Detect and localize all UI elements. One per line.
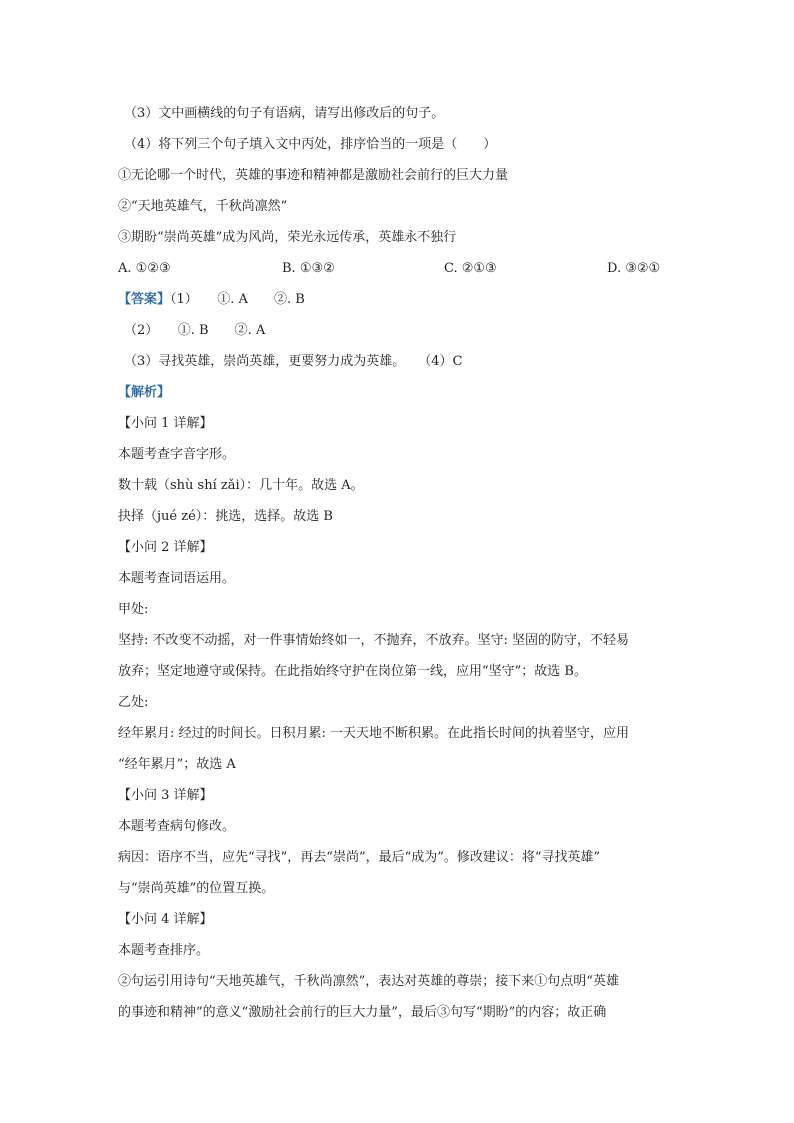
sentence-3: ③期盼“崇尚英雄”成为风尚，荣光永远传承，英雄永不独行 bbox=[118, 230, 457, 245]
section-4-intro: 本题考查排序。 bbox=[118, 943, 210, 958]
answer-3: （3）寻找英雄，崇尚英雄，更要努力成为英雄。 （4）C bbox=[124, 354, 463, 369]
section-1-line-1: 数十载（shù shí zǎi）：几十年。故选 A。 bbox=[118, 478, 364, 493]
question-3: （3）文中画横线的句子有语病，请写出修改后的句子。 bbox=[124, 106, 445, 121]
answer-1: （1） ①. A ②. B bbox=[170, 292, 305, 307]
section-3-line-1: 病因：语序不当，应先“寻找”，再去“崇尚”，最后“成为”。修改建议：将“寻找英雄” bbox=[118, 850, 601, 865]
section-2-heading: 【小问 2 详解】 bbox=[118, 540, 213, 555]
analysis-label: 【解析】 bbox=[118, 385, 171, 400]
section-2-intro: 本题考查词语运用。 bbox=[118, 571, 236, 586]
answer-label: 【答案】 bbox=[118, 292, 171, 307]
section-1-line-2: 抉择（jué zé）：挑选，选择。故选 B bbox=[118, 509, 333, 524]
section-4-line-2: 的事迹和精神”的意义“激励社会前行的巨大力量”，最后③句写“期盼”的内容；故正确 bbox=[118, 1005, 607, 1020]
section-2-line-4: “经年累月”；故选 A bbox=[118, 757, 236, 772]
section-2-line-3: 经年累月: 经过的时间长。日积月累: 一天天地不断积累。在此指长时间的执着坚守，应用 bbox=[118, 726, 630, 741]
section-3-intro: 本题考查病句修改。 bbox=[118, 819, 236, 834]
option-b: B. ①③② bbox=[282, 261, 335, 276]
section-2-line-2: 放弃；坚定地遵守或保持。在此指始终守护在岗位第一线，应用“坚守”；故选 B。 bbox=[118, 664, 587, 679]
section-1-intro: 本题考查字音字形。 bbox=[118, 447, 236, 462]
sentence-2: ②“天地英雄气，千秋尚凛然” bbox=[118, 199, 288, 214]
option-d: D. ③②① bbox=[607, 261, 661, 276]
section-2-yi: 乙处: bbox=[118, 695, 149, 710]
section-1-heading: 【小问 1 详解】 bbox=[118, 416, 213, 431]
section-2-line-1: 坚持: 不改变不动摇，对一件事情始终如一，不抛弃，不放弃。坚守: 坚固的防守，不轻易 bbox=[118, 633, 630, 648]
answer-2: （2） ①. B ②. A bbox=[124, 323, 266, 338]
section-3-line-2: 与“崇尚英雄”的位置互换。 bbox=[118, 881, 275, 896]
question-4: （4）将下列三个句子填入文中丙处，排序恰当的一项是（ ） bbox=[124, 137, 497, 152]
option-c: C. ②①③ bbox=[444, 261, 497, 276]
section-3-heading: 【小问 3 详解】 bbox=[118, 788, 213, 803]
sentence-1: ①无论哪一个时代，英雄的事迹和精神都是激励社会前行的巨大力量 bbox=[118, 168, 509, 183]
section-4-heading: 【小问 4 详解】 bbox=[118, 912, 213, 927]
answer-line-1 bbox=[118, 290, 678, 310]
option-a: A. ①②③ bbox=[118, 261, 171, 276]
section-2-jia: 甲处: bbox=[118, 602, 149, 617]
section-4-line-1: ②句运引用诗句“天地英雄气，千秋尚凛然”，表达对英雄的尊崇；接下来①句点明“英雄 bbox=[118, 974, 619, 989]
